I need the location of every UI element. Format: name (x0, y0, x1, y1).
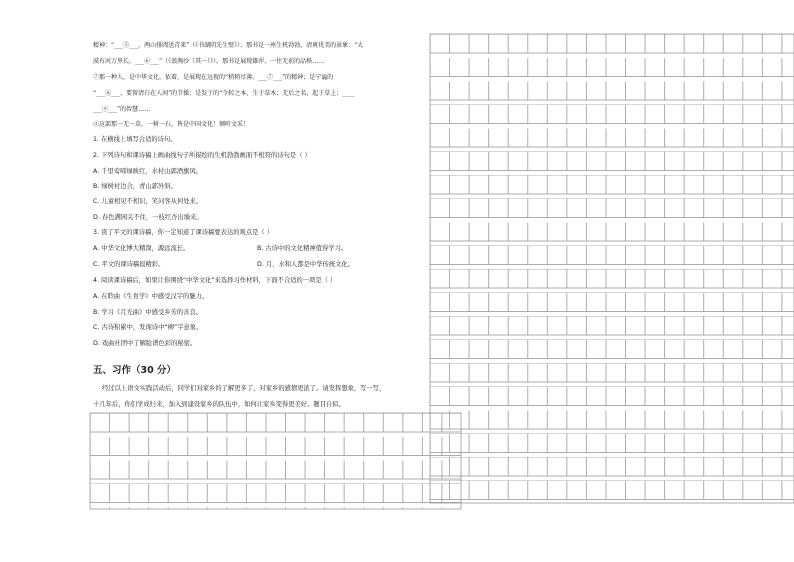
q4-option-b: B. 学习《月光曲》中感受乡芳的善良。 (93, 309, 203, 316)
question-2: 2. 下列诗句和课诗稿上画曲线句子所描绘的生机勃勃画面不相符的诗句是（ ） (93, 152, 311, 159)
bottom-writing-grid (90, 413, 461, 509)
q3-option-b: B. 古诗中的文化精神值得学习。 (257, 245, 348, 252)
q3-option-d: D. 月、水和人都是中华传统文化。 (257, 261, 355, 268)
q2-option-b: B. 绿树村边合，青山郭外斜。 (93, 183, 177, 190)
text-line-5: ___⑨___”的智慧…… (93, 106, 151, 113)
question-3: 3. 读了平文的课诗稿，你一定知道了课诗稿要表达的观点是（ ） (93, 229, 274, 236)
text-line-2: 漠有河万里长，___⑥___”（《浪淘沙（其一）》）。那书是展现雄浑、一往无前的品格…… (93, 58, 325, 65)
q4-option-c: C. 古诗积累中，发现诗中“柳”字意象。 (93, 324, 203, 331)
section-title: 五、习作（30 分） (93, 365, 177, 376)
q2-option-d: D. 春色满园关不住，一枝红杏出墙来。 (93, 214, 203, 221)
text-line-3: ⑦那一种人，是中华文化。依着，是展现在远视的“稍稍尽薄，___⑦___”的精神；是宁谧的 (93, 74, 334, 81)
text-line-4: “___⑧___，要留清白在人间”的节操；是发于的“令转之本，生于草木；无后之名，起于草上；____ (93, 90, 355, 97)
writing-prompt-line-1: 经过以上语文实践活动后，同学们对家乡的了解更多了，对家乡的感情更浓了。请发挥想象，写一写， (102, 385, 386, 392)
q4-option-d: D. 戏曲社团中了解脸谱色彩的秘密。 (93, 340, 197, 347)
text-line-1: 精神：“___⑤___，两山排闼送青来”（《书湖阴先生壁》）；那书是一座生机勃勃、清爽优美的景象：“大 (93, 42, 364, 49)
q4-option-a: A. 在聆曲《生育学》中感受汉字的魅力。 (93, 293, 209, 300)
question-4: 4. 阅读课诗稿后，如果让你围绕“中华文化”来选择习作材料，下面不合适的一项是（ ） (93, 277, 337, 284)
q3-option-c: C. 平文的课诗稿很精彩。 (93, 261, 165, 268)
q3-option-a: A. 中华文化博大精深，源远流长。 (93, 245, 190, 252)
q2-option-a: A. 千里莺啼绿映红，水村山郭酒旗风。 (93, 168, 202, 175)
q2-option-c: C. 儿童相见不相识，笑问客从何处来。 (93, 198, 203, 205)
right-writing-grid (430, 34, 794, 503)
question-1: 1. 在横线上填写合适的诗句。 (93, 136, 177, 143)
writing-prompt-line-2: 十几年后，你们学成归来，加入到建设家乡的队伍中，如何让家乡变得更美好。题目自拟。 (93, 401, 345, 408)
text-line-6: ④这部那一无一草，一树一石，皆是中国文化！倾听文采！ (93, 121, 250, 128)
